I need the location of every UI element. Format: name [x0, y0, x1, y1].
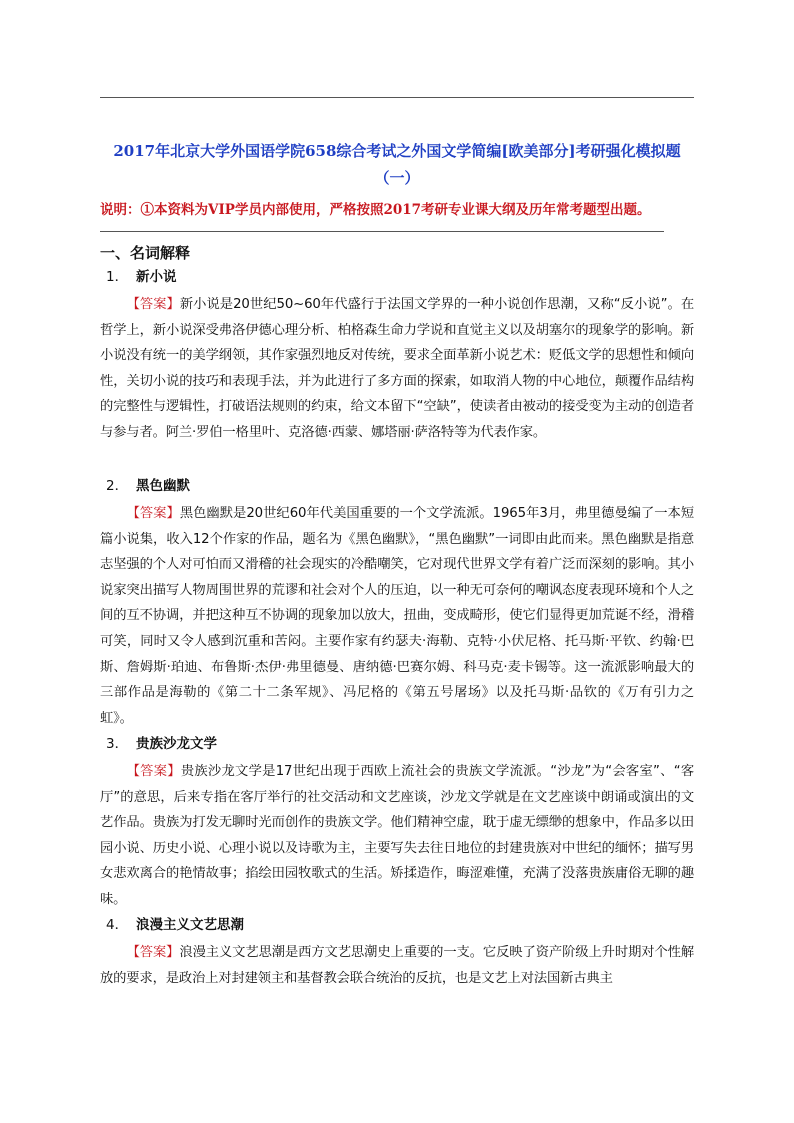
entry-term: 贵族沙龙文学: [136, 736, 217, 752]
entry-term: 新小说: [136, 269, 177, 285]
entry-text: 新小说是20世纪50~60年代盛行于法国文学界的一种小说创作思潮，又称“反小说”。在哲学上，新小说深受弗洛伊德心理分析、柏格森生命力学说和直觉主义以及胡塞尔的现象学的影响。新小说没有统一的美学纲领，其作家强烈地反对传统，要求全面革新小说艺术：贬低文学的思想性和倾向性，关切小说的技巧和表现手法，并为此进行了多方面的探索，如取消人物的中心地位，颠覆作品结构的完整性与逻辑性，打破语法规则的约束，给文本留下“空缺”，使读者由被动的接受变为主动的创造者与参与者。阿兰·罗伯一格里叶、克洛德·西蒙、娜塔丽·萨洛特等为代表作家。: [100, 297, 694, 440]
title-line-1: 2017年北京大学外国语学院658综合考试之外国文学简编[欧美部分]考研强化模拟题: [113, 142, 681, 160]
entry-text: 黑色幽默是20世纪60年代美国重要的一个文学流派。1965年3月，弗里德曼编了一本短篇小说集，收入12个作家的作品，题名为《黑色幽默》，“黑色幽默”一词即由此而来。黑色幽默是指意志坚强的个人对可怕而又滑稽的社会现实的冷酷嘲笑，它对现代世界文学有着广泛而深刻的影响。其小说家突出描写人物周围世界的荒谬和社会对个人的压迫，以一种无可奈何的嘲讽态度表现环境和个人之间的互不协调，并把这种互不协调的现象加以放大，扭曲，变成畸形，使它们显得更加荒诞不经，滑稽可笑，同时又令人感到沉重和苦闷。主要作家有约瑟夫·海勒、克特·小伏尼格、托马斯·平钦、约翰·巴斯、詹姆斯·珀迪、布鲁斯·杰伊·弗里德曼、唐纳德·巴赛尔姆、科马克·麦卡锡等。这一流派影响最大的三部作品是海勒的《第二十二条军规》、冯尼格的《第五号屠场》以及托马斯·品钦的《万有引力之虹》。: [100, 506, 695, 726]
entry-body: [100, 940, 694, 991]
answer-tag: 【答案】: [126, 945, 180, 960]
header-rule: [100, 97, 694, 98]
title-line-2: （一）: [374, 169, 420, 187]
entry-text: 贵族沙龙文学是17世纪出现于西欧上流社会的贵族文学流派。“沙龙”为“会客室”、“客厅”的意思，后来专指在客厅举行的社交活动和文艺座谈，沙龙文学就是在文艺座谈中朗诵或演出的文艺作品。贵族为打发无聊时光而创作的贵族文学。他们精神空虚，耽于虚无缥缈的想象中，作品多以田园小说、历史小说、心理小说以及诗歌为主，主要写失去往日地位的封建贵族对中世纪的缅怀；描写男女悲欢离合的艳情故事；掐绘田园牧歌式的生活。矫揉造作，晦涩难懂，充满了没落贵族庸俗无聊的趣味。: [100, 764, 694, 907]
entry-heading: [100, 475, 694, 501]
section-heading: 一、名词解释: [100, 244, 191, 262]
entry-3: [100, 733, 694, 913]
entry-number: 4．: [106, 917, 129, 933]
entry-term: 浪漫主义文艺思潮: [136, 917, 244, 933]
document-title: [100, 138, 694, 192]
entry-heading: [100, 266, 694, 292]
entry-body: [100, 501, 694, 731]
entry-number: 2．: [106, 478, 129, 494]
entry-text: 浪漫主义文艺思潮是西方文艺思潮史上重要的一支。它反映了资产阶级上升时期对个性解放的要求，是政治上对封建领主和基督教会联合统治的反抗，也是文艺上对法国新古典主: [100, 945, 694, 986]
entry-1: [100, 266, 694, 446]
entry-term: 黑色幽默: [136, 478, 190, 494]
note-rule: [100, 231, 664, 232]
entry-body: [100, 292, 694, 446]
entry-heading: [100, 733, 694, 759]
usage-note: 说明：①本资料为VIP学员内部使用，严格按照2017考研专业课大纲及历年常考题型出题。: [100, 202, 651, 218]
answer-tag: 【答案】: [126, 297, 180, 312]
entry-4: [100, 914, 694, 991]
entry-body: [100, 759, 694, 913]
entry-number: 1．: [106, 269, 129, 285]
entry-number: 3．: [106, 736, 129, 752]
answer-tag: 【答案】: [126, 506, 180, 521]
entry-2: [100, 475, 694, 731]
entry-heading: [100, 914, 694, 940]
answer-tag: 【答案】: [126, 764, 181, 779]
